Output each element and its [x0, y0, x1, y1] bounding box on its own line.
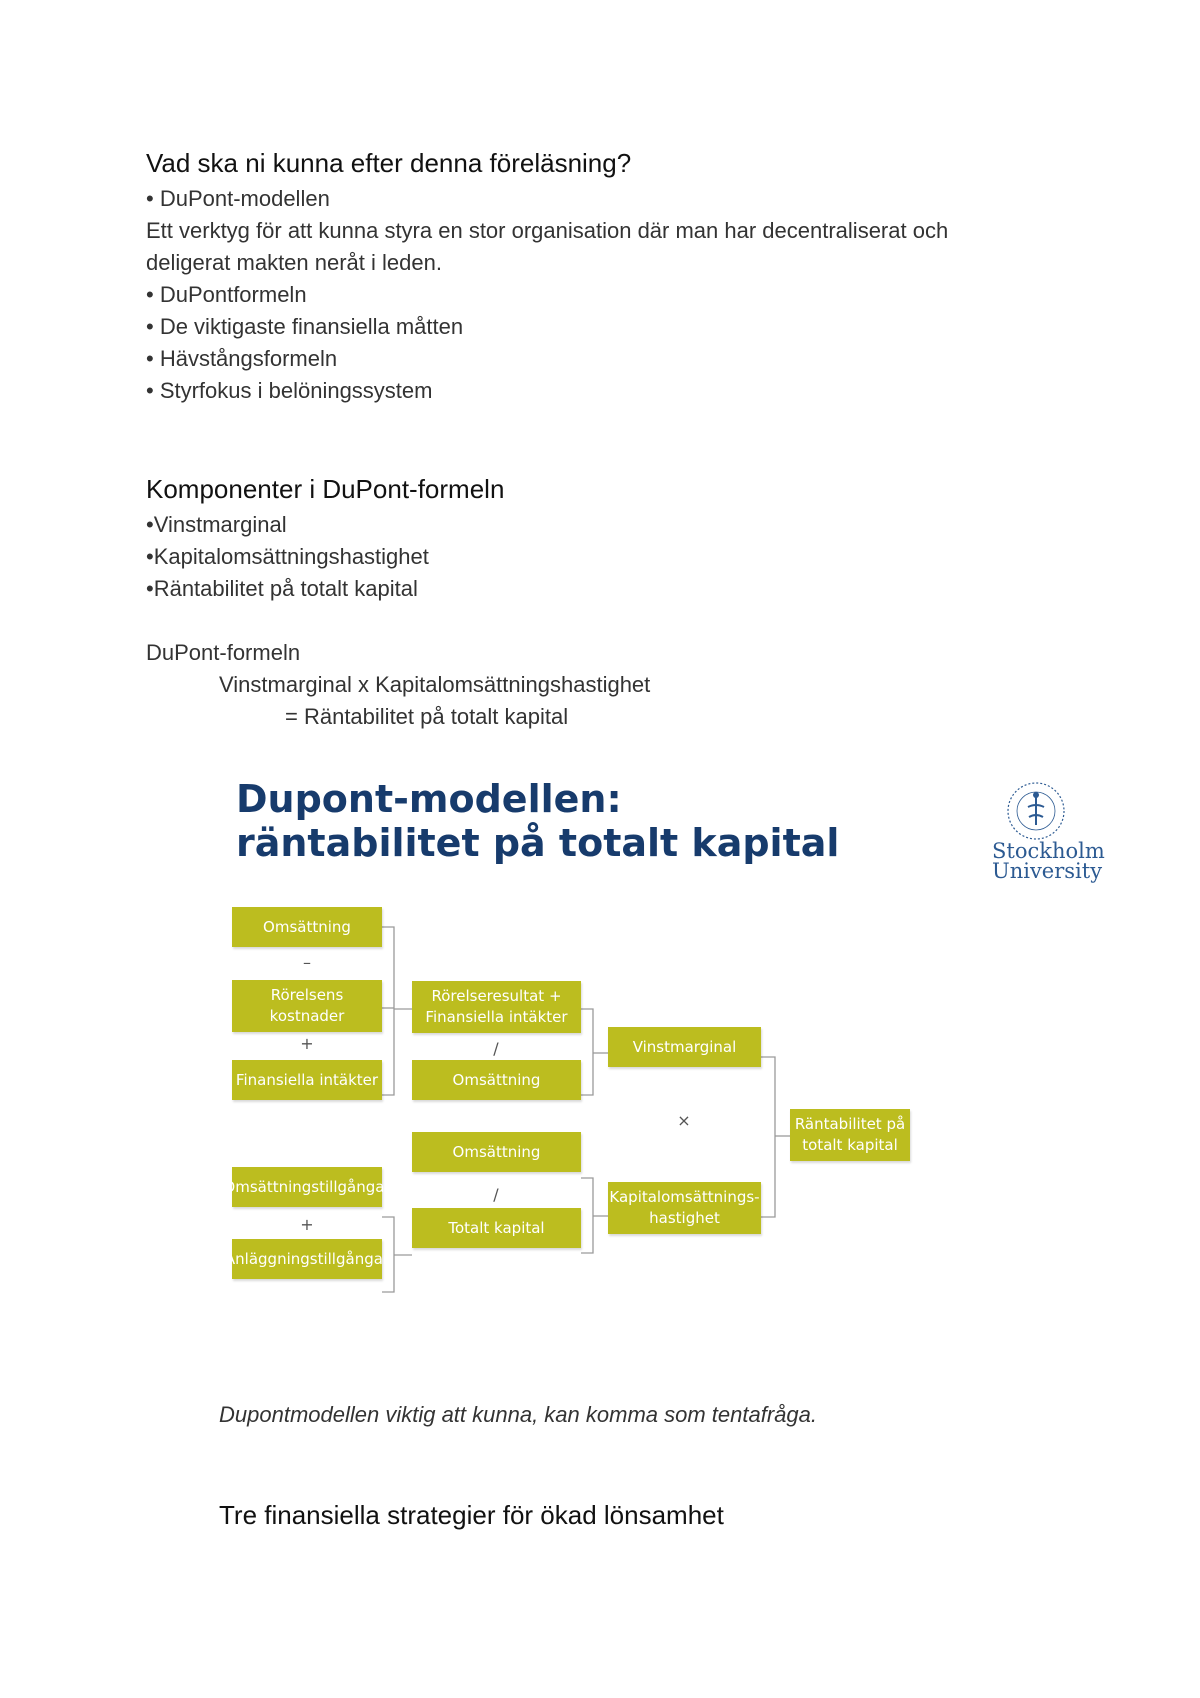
item-vinstmarginal: •Vinstmarginal [146, 512, 287, 537]
box-rorelseresultat [412, 981, 581, 1033]
box-rorelseresultat-line-2: Finansiella intäkter [425, 1008, 568, 1026]
op-plus-2: + [300, 1215, 314, 1234]
box-finansiella-intakter: Finansiella intäkter [232, 1060, 382, 1100]
box-rorelseresultat-line-1: Rörelseresultat + [431, 987, 562, 1005]
formula-line-2: = Räntabilitet på totalt kapital [285, 704, 569, 729]
op-divide-2: / [493, 1185, 499, 1204]
box-rorelsens-kostnader: Rörelsens kostnader [232, 980, 382, 1032]
bullet-havstangsformeln: • Hävstångsformeln [146, 346, 338, 371]
box-omsattning-1: Omsättning [232, 907, 382, 947]
slide-caption: Dupontmodellen viktig att kunna, kan komma som tentafråga. [219, 1402, 817, 1427]
bullet-dupont-modellen: • DuPont-modellen [146, 186, 330, 211]
box-omsattning-2: Omsättning [412, 1060, 581, 1100]
box-omsattning-3: Omsättning [412, 1132, 581, 1172]
section-heading-strategies: Tre finansiella strategier för ökad lönsamhet [219, 1500, 724, 1530]
formula-label: DuPont-formeln [146, 640, 301, 665]
logo-text-stockholm: Stockholm [992, 839, 1105, 863]
box-kapital-line-2: hastighet [649, 1209, 720, 1227]
section-heading-components: Komponenter i DuPont-formeln [146, 474, 505, 504]
box-rantabilitet-line-2: totalt kapital [802, 1136, 898, 1154]
dupont-slide-image [216, 765, 1110, 1377]
item-rantabilitet: •Räntabilitet på totalt kapital [146, 576, 418, 601]
item-kapitalomsattningshastighet: •Kapitalomsättningshastighet [146, 544, 429, 569]
box-rantabilitet-line-1: Räntabilitet på [794, 1115, 906, 1133]
op-minus: – [303, 953, 311, 972]
logo-text-university: University [992, 859, 1103, 883]
bullet-dupontformeln: • DuPontformeln [146, 282, 307, 307]
bullet-finansiella-matten: • De viktigaste finansiella måtten [146, 314, 464, 339]
op-plus-1: + [300, 1034, 314, 1053]
paragraph-line-2: deligerat makten neråt i leden. [146, 250, 442, 275]
op-divide-1: / [493, 1039, 499, 1058]
slide-title-line-1: Dupont-modellen: [236, 777, 622, 821]
box-kapitalomsattningshastighet [608, 1182, 761, 1234]
slide-title-line-2: räntabilitet på totalt kapital [236, 821, 840, 865]
formula-line-1: Vinstmarginal x Kapitalomsättningshastighet [219, 672, 651, 697]
section-heading-learning-goals: Vad ska ni kunna efter denna föreläsning? [146, 148, 632, 178]
box-vinstmarginal: Vinstmarginal [608, 1027, 761, 1067]
paragraph-line-1: Ett verktyg för att kunna styra en stor organisation där man har decentraliserat och [146, 218, 949, 243]
box-kapital-line-1: Kapitalomsättnings- [609, 1188, 760, 1206]
op-times: × [677, 1111, 691, 1130]
box-anlaggningstillgangar: Anläggningstillgångar [232, 1239, 382, 1279]
box-rantabilitet-totalt-kapital [790, 1109, 910, 1161]
box-omsattningstillgangar: Omsättningstillgångar [232, 1167, 382, 1207]
box-totalt-kapital: Totalt kapital [412, 1208, 581, 1248]
bullet-styrfokus: • Styrfokus i belöningssystem [146, 378, 433, 403]
